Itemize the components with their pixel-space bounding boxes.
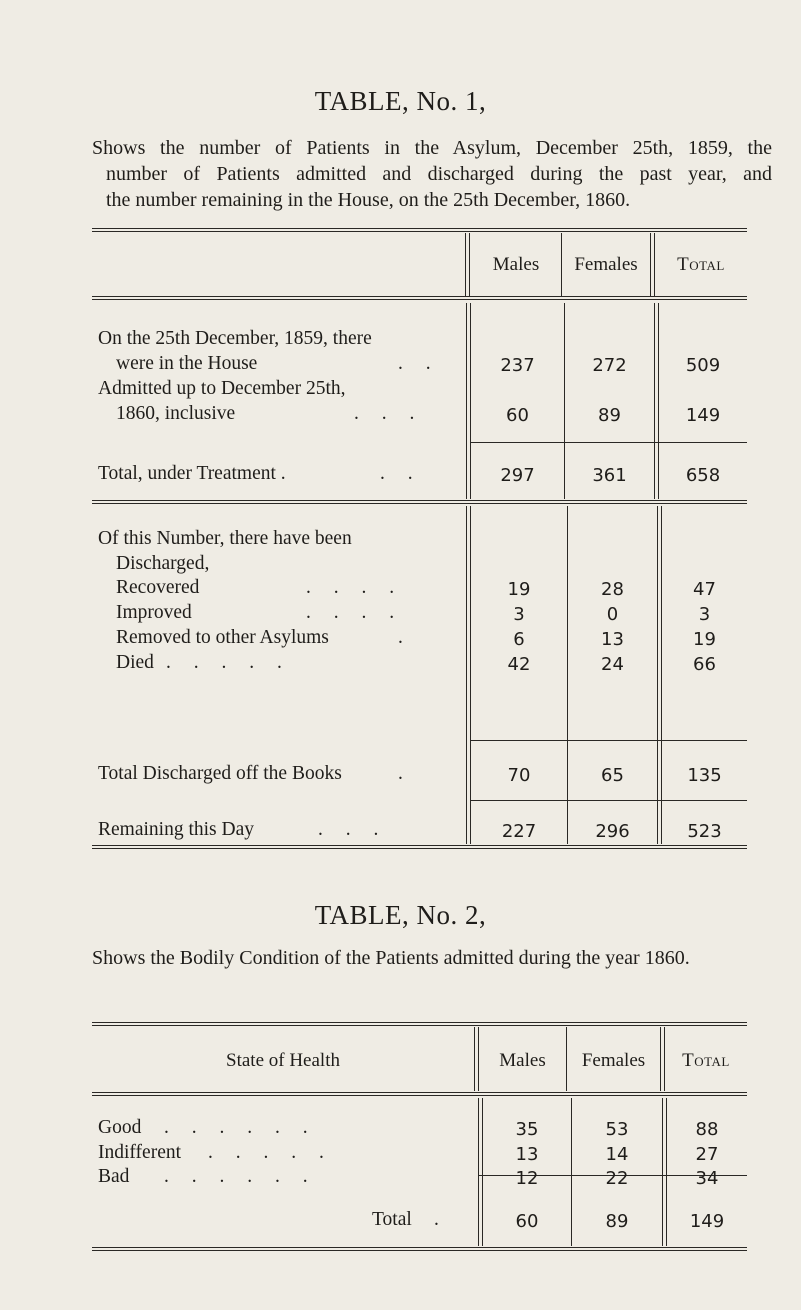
row-discharged-intro-label-1: Of this Number, there have been bbox=[98, 528, 352, 549]
t2-row-bad-total: 34 bbox=[695, 1168, 719, 1189]
row-improved-dots: . . . . bbox=[306, 602, 404, 623]
row-admitted-males: 60 bbox=[506, 405, 529, 426]
row-improved-label-text: Improved bbox=[116, 602, 192, 623]
row-admitted-label-2 bbox=[116, 403, 424, 425]
table2-title: TABLE, No. 2, bbox=[314, 900, 487, 930]
row-recovered-dots: . . . . bbox=[306, 577, 404, 598]
row-total-discharged-total: 135 bbox=[687, 765, 722, 786]
table2-header-state: State of Health bbox=[226, 1050, 340, 1071]
t2-row-total-males: 60 bbox=[515, 1211, 539, 1232]
row-total-discharged-females: 65 bbox=[601, 765, 624, 786]
table1-vline-g2 bbox=[470, 506, 471, 844]
t2-row-indifferent-males: 13 bbox=[515, 1144, 539, 1165]
table1-description bbox=[92, 135, 772, 213]
table2-vline-a1 bbox=[474, 1027, 475, 1091]
table1-bottom-rule-2 bbox=[92, 848, 747, 849]
row-in-house-label-2 bbox=[116, 353, 440, 375]
table1-header-rule bbox=[92, 296, 747, 297]
row-under-treatment-females: 361 bbox=[592, 465, 627, 486]
row-removed-label-text: Removed to other Asylums bbox=[116, 627, 329, 648]
t2-row-bad-males: 12 bbox=[515, 1168, 539, 1189]
row-remaining-males: 227 bbox=[501, 821, 537, 842]
row-died-total: 66 bbox=[693, 654, 716, 675]
row-under-treatment-label bbox=[98, 463, 422, 485]
table1-header-females: Females bbox=[574, 254, 638, 275]
table2-bottom-rule-2 bbox=[92, 1250, 747, 1251]
row-admitted-label-1: Admitted up to December 25th, bbox=[98, 378, 346, 399]
table2-vline-d1 bbox=[478, 1098, 479, 1246]
row-removed-males: 6 bbox=[513, 629, 525, 650]
t2-row-good-females: 53 bbox=[605, 1119, 629, 1140]
row-remaining-females: 296 bbox=[595, 821, 630, 842]
row-remaining-total: 523 bbox=[687, 821, 722, 842]
row-total-discharged-dots: . bbox=[398, 763, 412, 784]
t2-row-indifferent-total: 27 bbox=[695, 1144, 719, 1165]
row-removed-total: 19 bbox=[693, 629, 716, 650]
table1-section-rule bbox=[92, 500, 747, 501]
t2-row-total-females: 89 bbox=[605, 1211, 629, 1232]
row-in-house-males: 237 bbox=[500, 355, 535, 376]
t2-row-total-label bbox=[372, 1209, 448, 1231]
row-recovered-males: 19 bbox=[507, 579, 531, 600]
row-total-discharged-label bbox=[98, 763, 412, 785]
t2-row-bad-females: 22 bbox=[605, 1168, 629, 1189]
t2-row-indifferent-label-text: Indifferent bbox=[98, 1142, 182, 1163]
t2-row-good-males: 35 bbox=[515, 1119, 539, 1140]
table1-vline-g1 bbox=[466, 506, 467, 844]
row-admitted-females: 89 bbox=[598, 405, 621, 426]
row-in-house-total: 509 bbox=[685, 355, 721, 376]
table1-vline-a2 bbox=[469, 233, 470, 296]
table1-desc-line-2: number of Patients admitted and discharged during the past year, and bbox=[106, 163, 772, 185]
row-in-house-females: 272 bbox=[592, 355, 627, 376]
table2-top-rule bbox=[92, 1022, 747, 1023]
table2-header-males: Males bbox=[499, 1050, 546, 1071]
t2-row-total-label-text: Total bbox=[372, 1209, 412, 1230]
row-died-females: 24 bbox=[601, 654, 624, 675]
row-discharged-intro-label-2: Discharged, bbox=[116, 553, 210, 574]
table1-subtotal-rule-2 bbox=[470, 740, 747, 741]
t2-row-good-dots: . . . . . . bbox=[164, 1117, 317, 1138]
table1-vline-h bbox=[567, 506, 568, 844]
row-died-label bbox=[116, 652, 291, 674]
row-recovered-females: 28 bbox=[601, 579, 624, 600]
t2-row-indifferent-dots: . . . . . bbox=[208, 1142, 333, 1163]
table1-vline-i2 bbox=[661, 506, 662, 844]
table1-subtotal-rule-3 bbox=[470, 800, 747, 801]
table1-top-rule bbox=[92, 228, 747, 229]
row-admitted-dots: . . . bbox=[354, 403, 424, 424]
t2-row-good-total: 88 bbox=[695, 1119, 719, 1140]
table1-desc-line-3: the number remaining in the House, on the 25th December, 1860. bbox=[106, 189, 631, 211]
table1-subtotal-rule-1 bbox=[470, 442, 747, 443]
table2-top-rule-2 bbox=[92, 1025, 747, 1026]
row-removed-dots: . bbox=[398, 627, 412, 648]
row-admitted-total: 149 bbox=[685, 405, 721, 426]
table1-top-rule-2 bbox=[92, 231, 747, 232]
table2-bottom-rule bbox=[92, 1247, 747, 1248]
table1-vline-f1 bbox=[654, 303, 655, 499]
t2-row-bad-dots: . . . . . . bbox=[164, 1166, 317, 1187]
t2-row-good-label bbox=[98, 1117, 317, 1139]
row-total-discharged-males: 70 bbox=[507, 765, 531, 786]
t2-row-total-dots: . bbox=[434, 1209, 448, 1230]
row-under-treatment-males: 297 bbox=[500, 465, 535, 486]
row-in-house-label-2-text: were in the House bbox=[116, 353, 258, 374]
table1-header-rule-2 bbox=[92, 299, 747, 300]
row-improved-total: 3 bbox=[698, 604, 711, 625]
row-under-treatment-label-text: Total, under Treatment . bbox=[98, 463, 286, 484]
row-improved-females: 0 bbox=[606, 604, 619, 625]
table2-header-rule bbox=[92, 1092, 747, 1093]
t2-row-indifferent-label bbox=[98, 1142, 333, 1164]
row-total-discharged-label-text: Total Discharged off the Books bbox=[98, 763, 342, 784]
table1-vline-a1 bbox=[465, 233, 466, 296]
row-died-dots: . . . . . bbox=[166, 652, 291, 673]
table1-bottom-rule bbox=[92, 845, 747, 846]
t2-row-indifferent-females: 14 bbox=[605, 1144, 629, 1165]
table2-header-total: Total bbox=[682, 1050, 730, 1071]
row-improved-males: 3 bbox=[513, 604, 525, 625]
table1-desc-line-1: Shows the number of Patients in the Asylum, December 25th, 1859, the bbox=[92, 137, 772, 159]
table1-section-rule-2 bbox=[92, 503, 747, 504]
row-under-treatment-total: 658 bbox=[685, 465, 721, 486]
row-remaining-dots: . . . bbox=[318, 819, 388, 840]
row-died-males: 42 bbox=[507, 654, 531, 675]
table2-header-females: Females bbox=[581, 1050, 646, 1071]
table1-title: TABLE, No. 1, bbox=[314, 86, 487, 116]
t2-row-bad-label bbox=[98, 1166, 317, 1188]
row-recovered-total: 47 bbox=[693, 579, 716, 600]
row-remaining-label-text: Remaining this Day bbox=[98, 819, 254, 840]
table1-vline-c1 bbox=[650, 233, 651, 296]
table2-header-rule-2 bbox=[92, 1095, 747, 1096]
row-removed-females: 13 bbox=[601, 629, 624, 650]
row-under-treatment-dots: . . bbox=[380, 463, 422, 484]
row-in-house-label-1: On the 25th December, 1859, there bbox=[98, 328, 372, 349]
table1-vline-d1 bbox=[466, 303, 467, 499]
table1-vline-i1 bbox=[657, 506, 658, 844]
table2-vline-f1 bbox=[662, 1098, 663, 1246]
row-improved-label bbox=[116, 602, 404, 624]
row-remaining-label bbox=[98, 819, 388, 841]
t2-row-total-total: 149 bbox=[689, 1211, 725, 1232]
t2-row-good-label-text: Good bbox=[98, 1117, 142, 1138]
row-died-label-text: Died bbox=[116, 652, 154, 673]
row-in-house-dots: . . bbox=[398, 353, 440, 374]
table2-vline-c1 bbox=[660, 1027, 661, 1091]
row-removed-label bbox=[116, 627, 412, 649]
row-admitted-label-2-text: 1860, inclusive bbox=[116, 403, 236, 424]
t2-row-bad-label-text: Bad bbox=[98, 1166, 130, 1187]
table2-description: Shows the Bodily Condition of the Patients admitted during the year 1860. bbox=[92, 947, 690, 969]
table1-header-males: Males bbox=[492, 254, 540, 275]
row-recovered-label-text: Recovered bbox=[116, 577, 200, 598]
row-recovered-label bbox=[116, 577, 404, 599]
table1-header-total: Total bbox=[677, 254, 725, 275]
